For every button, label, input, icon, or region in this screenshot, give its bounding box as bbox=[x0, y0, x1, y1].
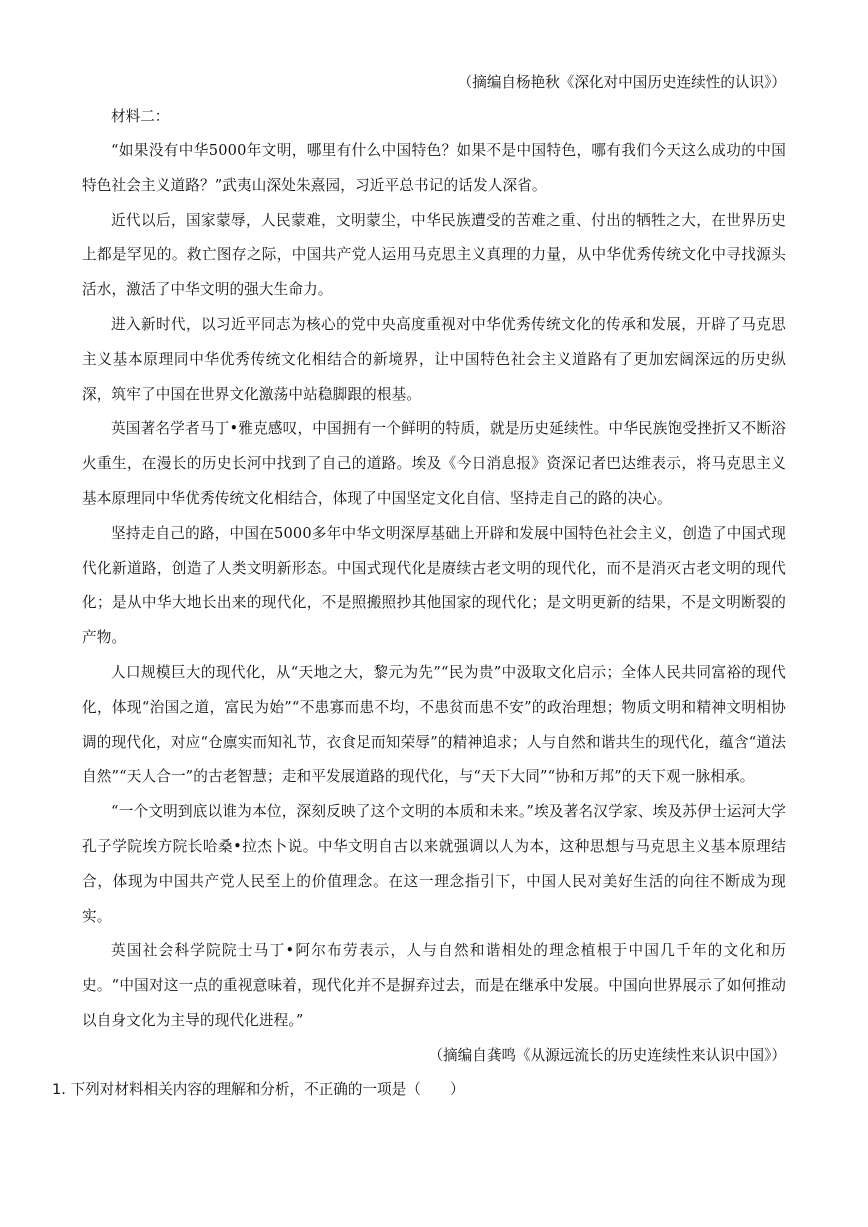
paragraph-7: “一个文明到底以谁为本位，深刻反映了这个文明的本质和未来。”埃及著名汉学家、埃及苏伊士运河大学孔子学院埃方院长哈桑•拉杰卜说。中华文明自古以来就强调以人为本，这种思想与马克思主义基本原理结合，体现为中国共产党人民至上的价值理念。在这一理念指引下，中国人民对美好生活的向往不断成为现实。 bbox=[82, 803, 786, 925]
paragraph-8: 英国社会科学院院士马丁•阿尔布劳表示，人与自然和谐相处的理念植根于中国几千年的文化和历史。“中国对这一点的重视意味着，现代化并不是摒弃过去，而是在继承中发展。中国向世界展示了如何推动以自身文化为主导的现代化进程。” bbox=[82, 942, 786, 1029]
paragraph-4: 英国著名学者马丁•雅克感叹，中国拥有一个鲜明的特质，就是历史延续性。中华民族饱受挫折又不断浴火重生，在漫长的历史长河中找到了自己的道路。埃及《今日消息报》资深记者巴达维表示，将马克思主义基本原理同中华优秀传统文化相结合，体现了中国坚定文化自信、坚持走自己的路的决心。 bbox=[82, 420, 786, 507]
source-citation-bottom: （摘编自龚鸣《从源远流长的历史连续性来认识中国》） bbox=[428, 1046, 786, 1064]
paragraph-6: 人口规模巨大的现代化，从“天地之大，黎元为先”“民为贵”中汲取文化启示；全体人民共同富裕的现代化，体现“治国之道，富民为始”“不患寡而患不均，不患贫而患不安”的政治理想；物质文明和精神文明相协调的现代化，对应“仓廪实而知礼节，衣食足而知荣辱”的精神追求；人与自然和谐共生的现代化，蕴含“道法自然”“天人合一”的古老智慧；走和平发展道路的现代化，与“天下大同”“协和万邦”的天下观一脉相承。 bbox=[82, 663, 786, 786]
paragraph-1: “如果没有中华5000年文明，哪里有什么中国特色？如果不是中国特色，哪有我们今天这么成功的中国特色社会主义道路？”武夷山深处朱熹园，习近平总书记的话发人深省。 bbox=[82, 142, 786, 194]
paragraph-3: 进入新时代，以习近平同志为核心的党中央高度重视对中华优秀传统文化的传承和发展，开辟了马克思主义基本原理同中华优秀传统文化相结合的新境界，让中国特色社会主义道路有了更加宏阔深远的历史纵深，筑牢了中国在世界文化激荡中站稳脚跟的根基。 bbox=[82, 315, 786, 403]
document-body bbox=[52, 66, 786, 1107]
source-citation-top: （摘编自杨艳秋《深化对中国历史连续性的认识》） bbox=[457, 74, 786, 91]
paragraph-2: 近代以后，国家蒙辱，人民蒙难，文明蒙尘，中华民族遭受的苦难之重、付出的牺牲之大，在世界历史上都是罕见的。救亡图存之际，中国共产党人运用马克思主义真理的力量，从中华优秀传统文化中寻找源头活水，激活了中华文明的强大生命力。 bbox=[82, 211, 786, 299]
material-heading: 材料二： bbox=[111, 108, 170, 125]
question-1: 1. 下列对材料相关内容的理解和分析，不正确的一项是（ ） bbox=[52, 1080, 465, 1098]
paragraph-5: 坚持走自己的路，中国在5000多年中华文明深厚基础上开辟和发展中国特色社会主义，创造了中国式现代化新道路，创造了人类文明新形态。中国式现代化是赓续古老文明的现代化，而不是消灭古老文明的现代化；是从中华大地长出来的现代化，不是照搬照抄其他国家的现代化；是文明更新的结果，不是文明断裂的产物。 bbox=[82, 524, 786, 647]
